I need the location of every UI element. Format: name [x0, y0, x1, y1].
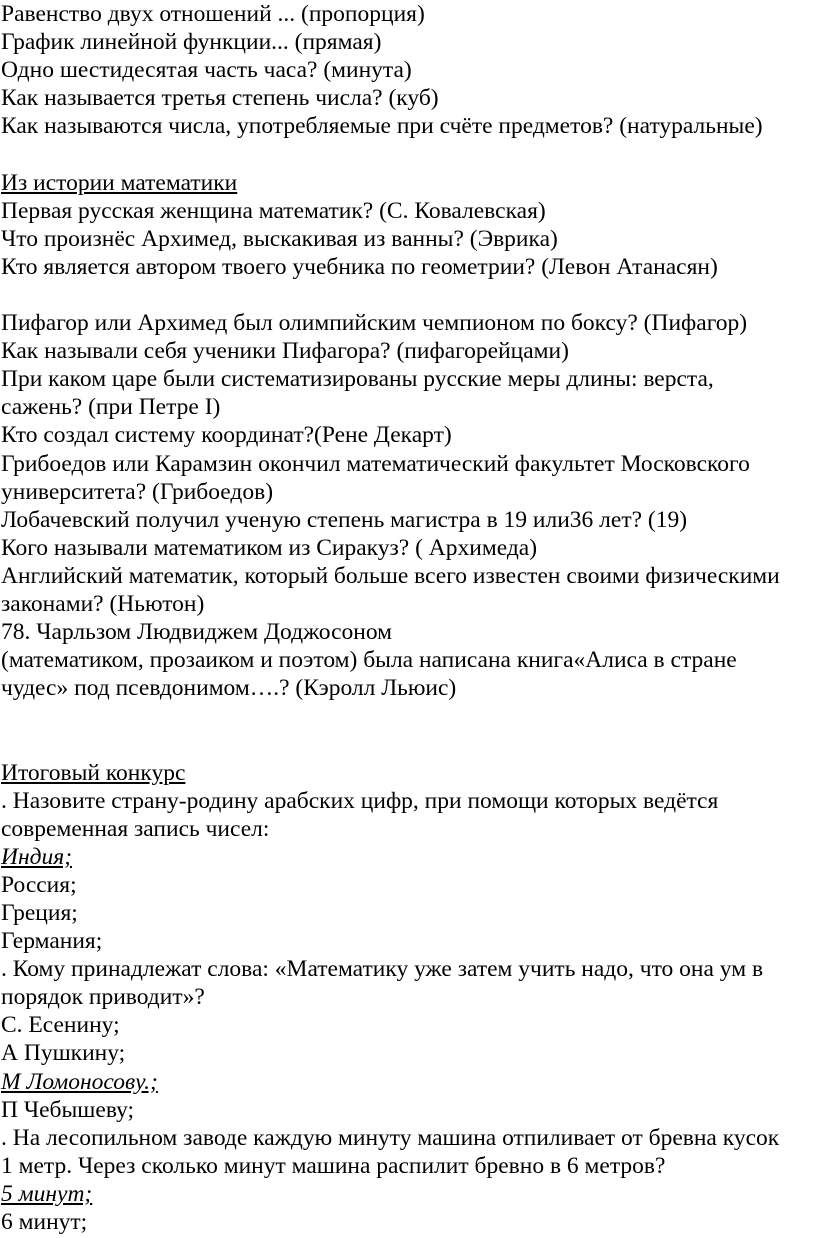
- line-text: Кто является автором твоего учебника по геометрии? (Левон Атанасян): [1, 253, 718, 280]
- line-text: Из истории математики: [1, 169, 238, 196]
- section-heading: [1, 169, 816, 197]
- line-text: Одно шестидесятая часть часа? (минута): [1, 57, 412, 84]
- line-text: . На лесопильном заводе каждую минуту машина отпиливает от бревна кусок: [1, 1124, 780, 1151]
- line-text: Лобачевский получил ученую степень магистра в 19 или36 лет? (19): [1, 506, 688, 533]
- line-text: Германия;: [1, 928, 103, 955]
- line-text: График линейной функции... (прямая): [1, 29, 382, 56]
- text-line: [1, 309, 816, 337]
- answer-option-correct: [1, 1180, 816, 1208]
- line-text: Россия;: [1, 871, 77, 898]
- line-text: Грибоедов или Карамзин окончил математический факультет Московского: [1, 450, 750, 477]
- text-line: [1, 787, 816, 815]
- text-line: [1, 1039, 816, 1067]
- line-text: университета? (Грибоедов): [1, 478, 274, 505]
- text-line: [1, 393, 816, 421]
- text-line: [1, 955, 816, 983]
- line-text: Первая русская женщина математик? (С. Ковалевская): [1, 197, 546, 224]
- line-text: Греция;: [1, 900, 78, 926]
- line-text: Итоговый конкурс: [1, 759, 186, 786]
- line-text: Что произнёс Архимед, выскакивая из ванны? (Эврика): [1, 225, 558, 252]
- text-line: [1, 646, 816, 674]
- text-line: [1, 506, 816, 534]
- text-line: [1, 1152, 816, 1180]
- text-line: [1, 0, 816, 28]
- text-line: [1, 1208, 816, 1236]
- line-text: М Ломоносову.;: [1, 1068, 158, 1095]
- line-text: Как называется третья степень числа? (куб): [1, 85, 439, 112]
- line-text: сажень? (при Петре I): [1, 394, 221, 421]
- line-text: Индия;: [1, 843, 73, 870]
- text-line: [1, 253, 816, 281]
- line-text: 78. Чарльзом Людвиджем Доджосоном: [1, 619, 392, 646]
- text-line: [1, 28, 816, 56]
- line-text: П Чебышеву;: [1, 1096, 135, 1123]
- blank-line: [1, 140, 816, 168]
- answer-option-correct: [1, 843, 816, 871]
- line-text: законами? (Ньютон): [1, 590, 205, 617]
- text-line: [1, 450, 816, 478]
- text-line: [1, 562, 816, 590]
- text-line: [1, 983, 816, 1011]
- blank-line: [1, 281, 816, 309]
- text-line: [1, 899, 816, 927]
- text-line: [1, 225, 816, 253]
- text-line: [1, 337, 816, 365]
- text-line: [1, 871, 816, 899]
- line-text: Как называются числа, употребляемые при счёте предметов? (натуральные): [1, 113, 763, 140]
- line-text: Равенство двух отношений ... (пропорция): [1, 1, 425, 27]
- line-text: 6 минут;: [1, 1209, 88, 1236]
- line-text: Пифагор или Архимед был олимпийским чемпионом по боксу? (Пифагор): [1, 310, 748, 337]
- text-line: [1, 618, 816, 646]
- line-text: Кто создал систему координат?(Рене Декарт): [1, 422, 452, 449]
- section-heading: [1, 759, 816, 787]
- text-line: [1, 1124, 816, 1152]
- line-text: Английский математик, который больше всего известен своими физическими: [1, 562, 780, 589]
- line-text: порядок приводит»?: [1, 984, 205, 1011]
- line-text: При каком царе были систематизированы русские меры длины: верста,: [1, 366, 714, 393]
- line-text: (математиком, прозаиком и поэтом) была написана книга«Алиса в стране: [1, 647, 737, 674]
- line-text: С. Есенину;: [1, 1012, 120, 1039]
- text-line: [1, 674, 816, 702]
- line-text: Кого называли математиком из Сиракуз? ( Архимеда): [1, 534, 538, 561]
- text-line: [1, 56, 816, 84]
- line-text: . Назовите страну-родину арабских цифр, при помощи которых ведётся: [1, 787, 719, 814]
- text-line: [1, 1096, 816, 1124]
- text-line: [1, 197, 816, 225]
- line-text: А Пушкину;: [1, 1040, 126, 1067]
- text-line: [1, 1011, 816, 1039]
- text-line: [1, 478, 816, 506]
- line-text: чудес» под псевдонимом….? (Кэролл Льюис): [1, 675, 457, 702]
- answer-option-correct: [1, 1068, 816, 1096]
- text-line: [1, 815, 816, 843]
- blank-line: [1, 730, 816, 758]
- line-text: 1 метр. Через сколько минут машина распилит бревно в 6 метров?: [1, 1152, 666, 1179]
- line-text: Как называли себя ученики Пифагора? (пифагорейцами): [1, 338, 569, 365]
- text-line: [1, 534, 816, 562]
- text-line: [1, 112, 816, 140]
- text-line: [1, 927, 816, 955]
- line-text: . Кому принадлежат слова: «Математику уже затем учить надо, что она ум в: [1, 956, 764, 983]
- blank-line: [1, 702, 816, 730]
- text-line: [1, 590, 816, 618]
- text-line: [1, 421, 816, 449]
- text-line: [1, 84, 816, 112]
- text-line: [1, 365, 816, 393]
- line-text: 5 минут;: [1, 1180, 93, 1207]
- line-text: современная запись чисел:: [1, 815, 270, 842]
